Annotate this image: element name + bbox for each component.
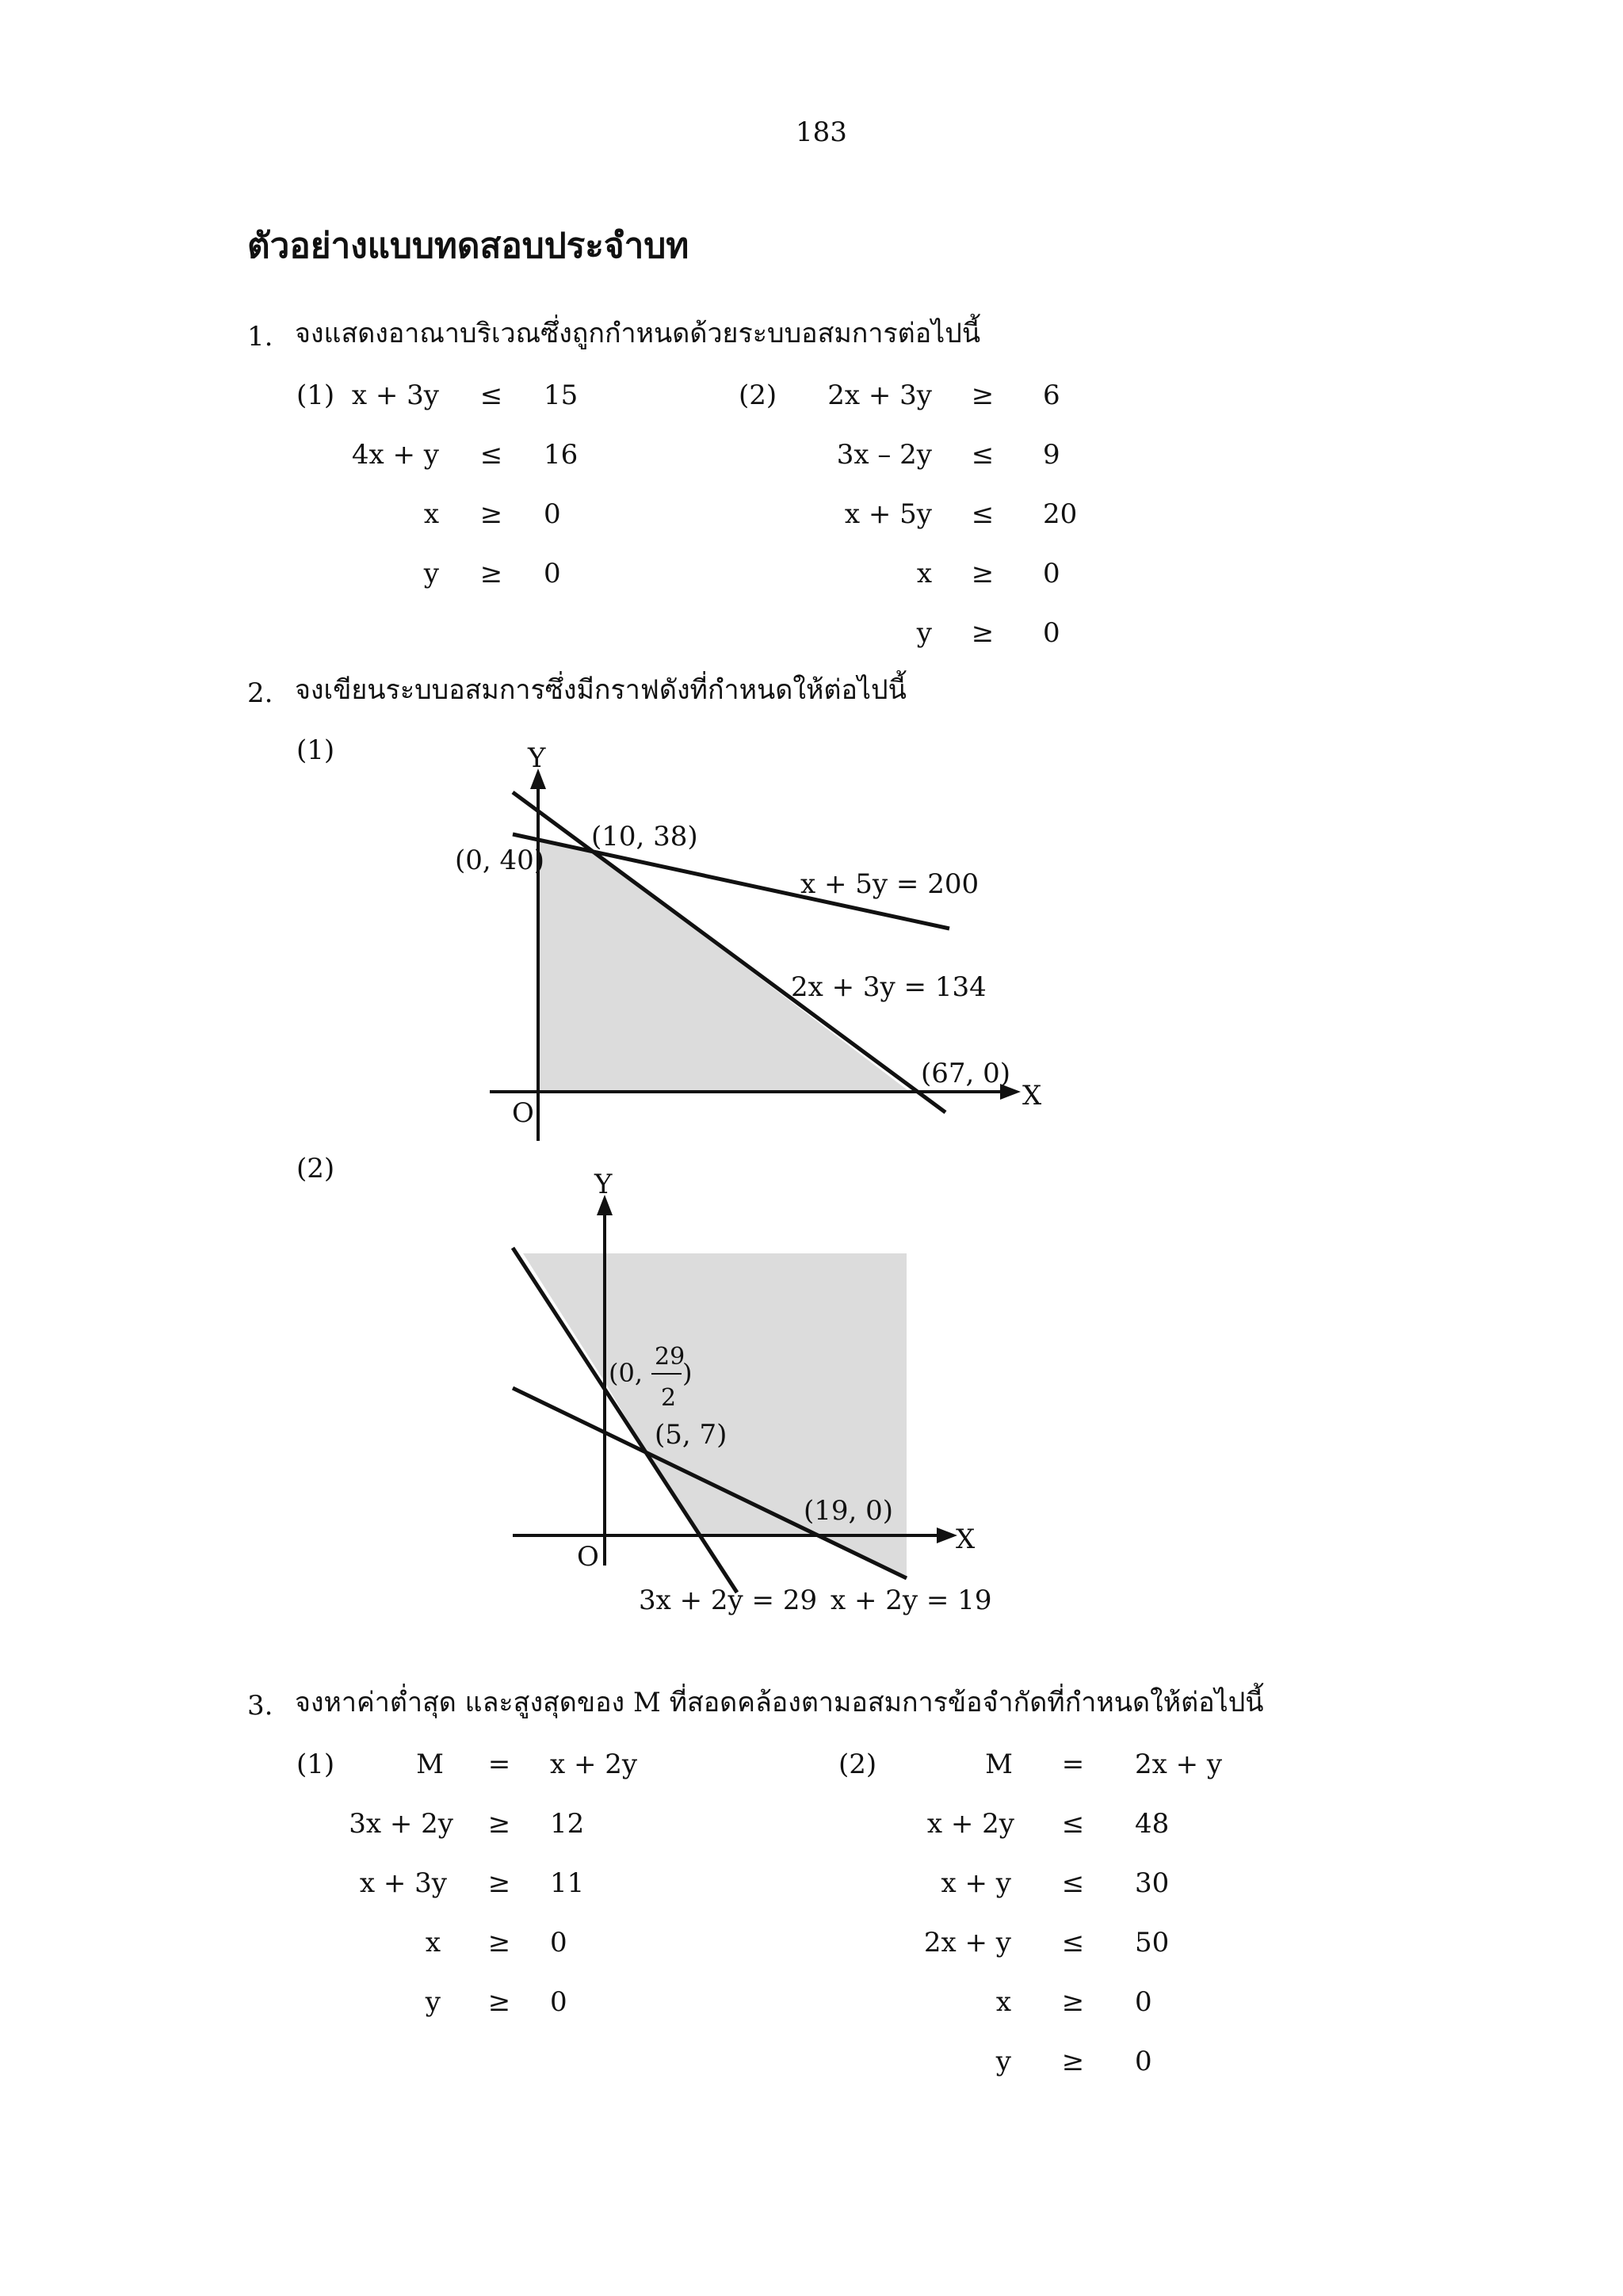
q1-p1-row1-lhs: x + 3y [351,379,439,411]
q3-p2-row1-rhs: 2x + y [1135,1749,1223,1780]
q2-g1-label: (1) [296,734,335,766]
q3-p1-row3-lhs: x + 3y [359,1867,447,1899]
q1-p2-row4-op: ≥ [971,558,995,589]
g1-point-10-38: (10, 38) [591,821,698,852]
g2-x-axis-label: X [956,1524,976,1555]
q1-p2-row2-lhs: 3x – 2y [836,439,932,471]
q1-p2-row5-lhs: y [916,617,932,649]
q3-p2-row1-op: = [1061,1749,1085,1780]
g1-line-label-2: 2x + 3y = 134 [791,971,987,1003]
q3-p1-row3-rhs: 11 [550,1867,585,1899]
q1-p2-row2-op: ≤ [971,439,995,471]
g1-y-axis-label: Y [528,742,546,774]
q3-p2-row6-rhs: 0 [1135,2046,1152,2077]
g2-point-a-suffix: ) [682,1358,693,1388]
q3-p2-row1-lhs: M [985,1749,1013,1780]
q1-p2-label: (2) [739,379,777,411]
q3-p2-row6-lhs: y [995,2046,1011,2077]
q3-p1-row1-op: = [487,1749,511,1780]
q3-p1-row5-lhs: y [425,1986,441,2018]
g2-point-19-0: (19, 0) [804,1495,894,1527]
g2-point-5-7: (5, 7) [655,1419,727,1451]
q3-p1-row2-rhs: 12 [550,1808,585,1840]
q3-p2-row5-rhs: 0 [1135,1986,1152,2018]
q1-p2-row3-lhs: x + 5y [844,498,932,530]
q1-p1-row2-op: ≤ [479,439,503,471]
q3-p1-row1-rhs: x + 2y [550,1749,638,1780]
q1-number: 1. [247,321,273,353]
q3-text: จงหาค่าต่ำสุด และสูงสุดของ M ที่สอดคล้องตามอสมการข้อจำกัดที่กำหนดให้ต่อไปนี้ [295,1687,1264,1718]
g1-point-0-40: (0, 40) [455,845,545,876]
q3-p2-row2-rhs: 48 [1135,1808,1170,1840]
q3-p2-row4-op: ≤ [1061,1927,1085,1958]
g2-line-label-2: x + 2y = 19 [831,1585,992,1616]
q1-p2-row5-op: ≥ [971,617,995,649]
q3-p1-row2-lhs: 3x + 2y [349,1808,453,1840]
q3-p2-row4-lhs: 2x + y [923,1927,1011,1958]
q1-p2-row3-op: ≤ [971,498,995,530]
q3-p1-row5-rhs: 0 [550,1986,567,2018]
g1-origin-label: O [512,1097,534,1129]
q3-p2-row6-op: ≥ [1061,2046,1085,2077]
q1-p1-row2-rhs: 16 [544,439,579,471]
q3-p1-row3-op: ≥ [487,1867,511,1899]
q1-p2-row4-rhs: 0 [1043,558,1060,589]
q2-text: จงเขียนระบบอสมการซึ่งมีกราฟดังที่กำหนดให้ต่อไปนี้ [295,674,907,706]
q1-p2-row1-lhs: 2x + 3y [827,379,932,411]
q3-p2-row3-rhs: 30 [1135,1867,1170,1899]
page-title: ตัวอย่างแบบทดสอบประจำบท [247,226,689,266]
q3-p1-row5-op: ≥ [487,1986,511,2018]
q1-p1-row1-op: ≤ [479,379,503,411]
q1-p1-row2-lhs: 4x + y [351,439,439,471]
q1-p1-label: (1) [296,379,335,411]
g2-point-a-numerator: 29 [655,1343,685,1371]
q3-p1-row2-op: ≥ [487,1808,511,1840]
q3-number: 3. [247,1690,273,1722]
q3-p2-row3-op: ≤ [1061,1867,1085,1899]
q1-p1-row3-op: ≥ [479,498,503,530]
q1-p2-row2-rhs: 9 [1043,439,1060,471]
q3-p1-row4-rhs: 0 [550,1927,567,1958]
q1-p2-row5-rhs: 0 [1043,617,1060,649]
q1-p2-row3-rhs: 20 [1043,498,1078,530]
q1-p1-row3-rhs: 0 [544,498,561,530]
feasible-region [523,1253,907,1578]
q3-p2-row3-lhs: x + y [941,1867,1011,1899]
q1-p1-row4-lhs: y [423,558,439,589]
q1-p2-row1-rhs: 6 [1043,379,1060,411]
g2-line-label-1: 3x + 2y = 29 [639,1585,818,1616]
q3-p2-row4-rhs: 50 [1135,1927,1170,1958]
page-number: 183 [796,116,847,148]
g2-y-axis-label: Y [594,1169,613,1200]
q1-p1-row3-lhs: x [423,498,439,530]
q1-p1-row4-op: ≥ [479,558,503,589]
g2-point-a-prefix: (0, [609,1358,643,1388]
x-axis-arrow [937,1527,957,1543]
q1-p2-row1-op: ≥ [971,379,995,411]
q3-p2-row5-lhs: x [995,1986,1011,2018]
q3-p2-row2-op: ≤ [1061,1808,1085,1840]
q1-text: จงแสดงอาณาบริเวณซึ่งถูกกำหนดด้วยระบบอสมการต่อไปนี้ [295,318,981,349]
g1-x-axis-label: X [1022,1080,1042,1112]
q1-p2-row4-lhs: x [916,558,932,589]
q3-p1-label: (1) [296,1749,335,1780]
q3-p2-row5-op: ≥ [1061,1986,1085,2018]
g2-origin-label: O [577,1541,599,1573]
q3-p2-row2-lhs: x + 2y [926,1808,1014,1840]
q3-p1-row4-op: ≥ [487,1927,511,1958]
q3-p1-row1-lhs: M [416,1749,444,1780]
g2-point-a-denominator: 2 [661,1384,677,1412]
q2-number: 2. [247,677,273,709]
q2-g2-label: (2) [296,1153,335,1184]
g1-line-label-1: x + 5y = 200 [800,868,980,900]
q1-p1-row4-rhs: 0 [544,558,561,589]
q3-p1-row4-lhs: x [425,1927,441,1958]
q3-p2-label: (2) [838,1749,877,1780]
g1-point-67-0: (67, 0) [921,1058,1011,1089]
q1-p1-row1-rhs: 15 [544,379,579,411]
